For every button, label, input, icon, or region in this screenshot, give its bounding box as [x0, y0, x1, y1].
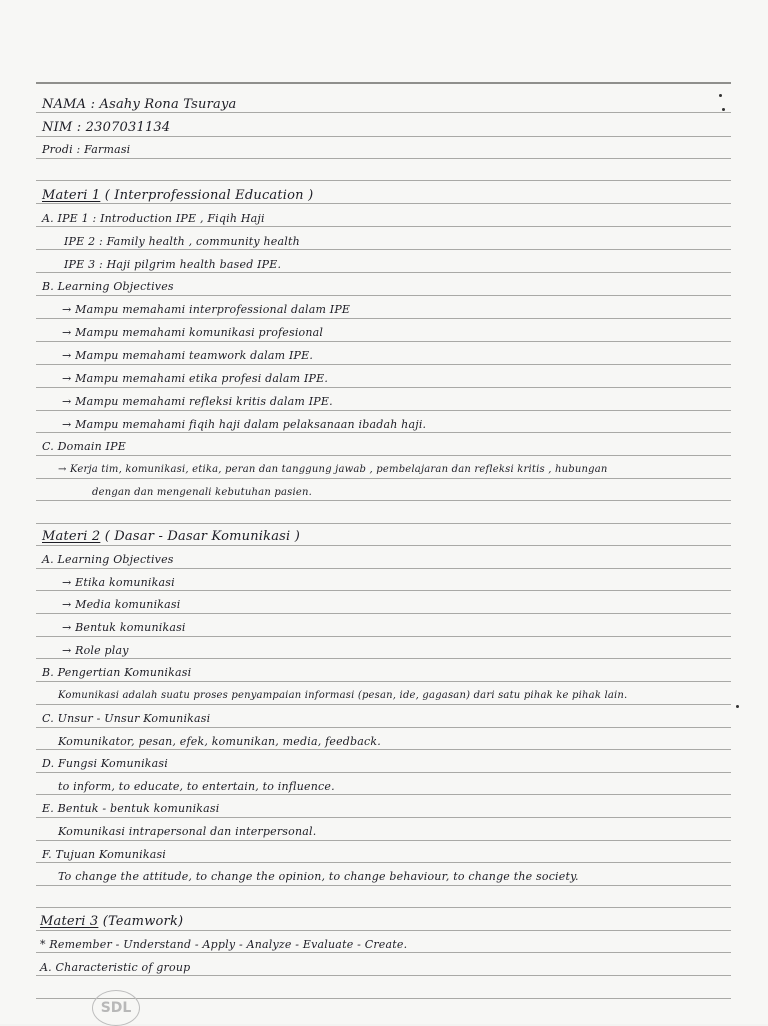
ruled-line [36, 885, 731, 886]
ruled-line [36, 318, 731, 319]
materi2-unsur: C. Unsur - Unsur Komunikasi [42, 712, 211, 725]
ruled-line [36, 249, 731, 250]
student-name: NAMA : Asahy Rona Tsuraya [42, 97, 237, 112]
materi3-group-characteristic: A. Characteristic of group [40, 961, 191, 974]
list-item: → Mampu memahami interprofessional dalam IPE [62, 303, 351, 316]
ruled-line [36, 794, 731, 795]
ruled-line [36, 727, 731, 728]
ruled-line [36, 112, 731, 113]
materi2-unsur-text: Komunikator, pesan, efek, komunikan, media, feedback. [58, 735, 381, 748]
materi2-tujuan: F. Tujuan Komunikasi [42, 848, 167, 861]
list-item: → Bentuk komunikasi [62, 621, 186, 634]
ruled-line [36, 975, 731, 976]
ruled-line [36, 410, 731, 411]
ruled-line [36, 180, 731, 181]
ruled-line [36, 840, 731, 841]
materi2-fungsi: D. Fungsi Komunikasi [42, 757, 168, 770]
list-item: → Etika komunikasi [62, 576, 175, 589]
materi1-domain-text-2: dengan dan mengenali kebutuhan pasien. [92, 487, 312, 498]
ruled-line [36, 295, 731, 296]
ruled-line [36, 658, 731, 659]
ruled-line [36, 772, 731, 773]
materi1-heading [42, 189, 313, 203]
ruled-line [36, 862, 731, 863]
ruled-line [36, 455, 731, 456]
margin-dot [722, 108, 725, 111]
ruled-line [36, 545, 731, 546]
ruled-line [36, 82, 731, 84]
ruled-line [36, 272, 731, 273]
ruled-line [36, 500, 731, 501]
materi2-bentuk-text: Komunikasi intrapersonal dan interpersonal. [58, 825, 317, 838]
list-item: → Media komunikasi [62, 598, 181, 611]
ruled-line [36, 613, 731, 614]
materi3-heading [40, 915, 183, 929]
ruled-line [36, 432, 731, 433]
student-nim: NIM : 2307031134 [42, 120, 171, 135]
ruled-line [36, 158, 731, 159]
ruled-line [36, 952, 731, 953]
ruled-line [36, 523, 731, 524]
materi1-ipe2: IPE 2 : Family health , community health [64, 235, 300, 248]
materi2-pengertian: B. Pengertian Komunikasi [42, 666, 192, 679]
ruled-line [36, 681, 731, 682]
materi2-bentuk: E. Bentuk - bentuk komunikasi [42, 802, 220, 815]
ruled-line [36, 364, 731, 365]
ruled-line [36, 136, 731, 137]
ruled-line [36, 930, 731, 931]
ruled-line [36, 907, 731, 908]
stamp-watermark: SDL [92, 990, 140, 1026]
ruled-line [36, 203, 731, 204]
materi1-subtitle: ( Interprofessional Education ) [104, 188, 314, 203]
materi3-subtitle: (Teamwork) [102, 914, 184, 929]
materi2-pengertian-text: Komunikasi adalah suatu proses penyampaian informasi (pesan, ide, gagasan) dari satu pihak ke pihak lain. [58, 690, 628, 701]
materi1-ipe3: IPE 3 : Haji pilgrim health based IPE. [64, 258, 282, 271]
ruled-line [36, 478, 731, 479]
ruled-line [36, 749, 731, 750]
ruled-line [36, 568, 731, 569]
list-item: → Role play [62, 644, 129, 657]
materi1-domain-text-1: → Kerja tim, komunikasi, etika, peran dan tanggung jawab , pembelajaran dan refleksi kritis , hubungan [58, 464, 608, 475]
ruled-line [36, 817, 731, 818]
list-item: → Mampu memahami refleksi kritis dalam IPE. [62, 395, 333, 408]
materi2-heading [42, 530, 300, 544]
materi1-domain-ipe: C. Domain IPE [42, 440, 126, 453]
materi1-title: Materi 1 [42, 188, 101, 203]
materi2-learning-objectives: A. Learning Objectives [42, 553, 174, 566]
materi2-fungsi-text: to inform, to educate, to entertain, to influence. [58, 780, 335, 793]
list-item: → Mampu memahami teamwork dalam IPE. [62, 349, 314, 362]
materi3-title: Materi 3 [40, 914, 99, 929]
list-item: → Mampu memahami komunikasi profesional [62, 326, 324, 339]
study-program: Prodi : Farmasi [42, 143, 131, 156]
materi3-bloom-levels: * Remember - Understand - Apply - Analyze - Evaluate - Create. [40, 938, 408, 951]
ruled-line [36, 636, 731, 637]
materi1-learning-objectives: B. Learning Objectives [42, 280, 174, 293]
materi1-ipe1: A. IPE 1 : Introduction IPE , Fiqih Haji [42, 212, 265, 225]
ruled-line [36, 998, 731, 999]
materi2-subtitle: ( Dasar - Dasar Komunikasi ) [104, 529, 300, 544]
materi2-title: Materi 2 [42, 529, 101, 544]
margin-dot [719, 94, 722, 97]
ruled-line [36, 341, 731, 342]
ruled-line [36, 590, 731, 591]
list-item: → Mampu memahami etika profesi dalam IPE. [62, 372, 329, 385]
ruled-line [36, 704, 731, 705]
ruled-line [36, 387, 731, 388]
materi2-tujuan-text: To change the attitude, to change the opinion, to change behaviour, to change the society. [58, 870, 579, 883]
list-item: → Mampu memahami fiqih haji dalam pelaksanaan ibadah haji. [62, 418, 427, 431]
ruled-line [36, 226, 731, 227]
margin-dot [736, 705, 739, 708]
